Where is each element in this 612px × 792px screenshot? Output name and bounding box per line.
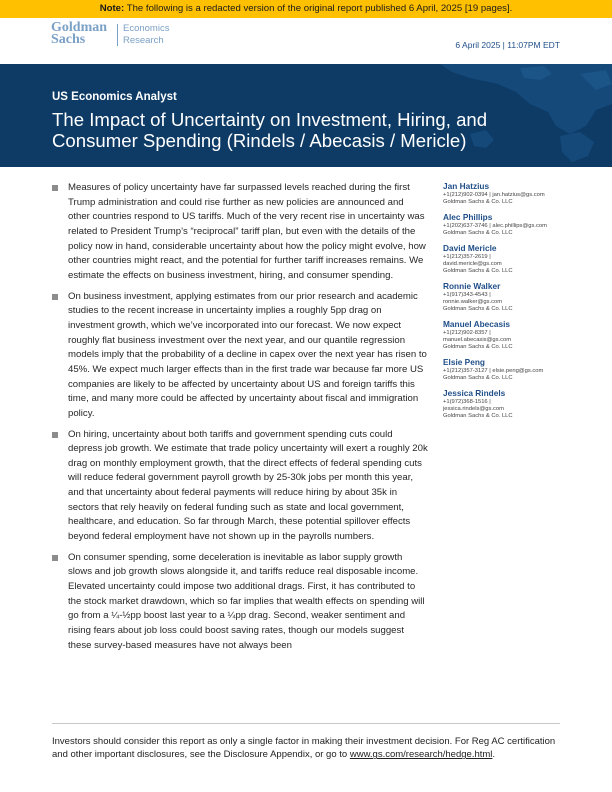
- author-entry: [443, 388, 593, 420]
- author-entry: [443, 212, 593, 237]
- author-entry: [443, 319, 593, 351]
- brand-line-2: Sachs: [51, 32, 86, 47]
- title-banner: [0, 64, 612, 167]
- author-firm: Goldman Sachs & Co. LLC: [443, 230, 513, 236]
- author-entry: [443, 281, 593, 313]
- summary-bullet-uncertainty: [52, 181, 428, 284]
- summary-bullet-consumer-spending: [52, 551, 428, 654]
- note-text: The following is a redacted version of the original report published 6 April, 2025 [19 pages].: [124, 3, 513, 14]
- author-email: david.mericle@gs.com: [443, 261, 502, 267]
- author-entry: [443, 357, 593, 382]
- author-email: ronnie.walker@gs.com: [443, 299, 503, 305]
- author-contact: +1(972)368-1516 |: [443, 399, 491, 405]
- bullet-text: On consumer spending, some deceleration is inevitable as labor supply growth slows and job growth slows alongside it, and tariffs reduce real disposable income. Elevated uncertainty could impose two additional drags. First, it has contributed to the stock market drawdown, which so far implies that wealth effects on spending will go from a ¼-½pp boost last year to a ¼pp drag. Second, weaker sentiment and rising fears about job loss could boost saving rates, though our models suggest these survey-based measures have not always been: [68, 551, 425, 651]
- disclosure-footer: [52, 735, 562, 762]
- summary-bullet-hiring: [52, 428, 428, 545]
- footer-text: Investors should consider this report as only a single factor in making their investment decision. For Reg AC certification and other important disclosures, see the Disclosure Appendix, or go to: [52, 736, 556, 761]
- author-name: Elsie Peng: [443, 357, 485, 367]
- author-name: Manuel Abecasis: [443, 319, 511, 329]
- author-contact: +1(212)902-8357 |: [443, 330, 491, 336]
- division-line-2: Research: [123, 35, 164, 46]
- note-label: Note:: [99, 3, 125, 14]
- redaction-note-bar: [0, 0, 612, 18]
- author-contact: +1(202)637-3746 | alec.phillips@gs.com: [443, 223, 547, 229]
- author-name: Ronnie Walker: [443, 281, 501, 291]
- author-firm: Goldman Sachs & Co. LLC: [443, 306, 513, 312]
- brand-wordmark: [51, 22, 115, 46]
- author-email: manuel.abecasis@gs.com: [443, 337, 512, 343]
- author-contact: +1(917)343-4543 |: [443, 292, 491, 298]
- author-contact: +1(212)902-0394 | jan.hatzius@gs.com: [443, 192, 545, 198]
- bullet-text: On hiring, uncertainty about both tariffs and government spending cuts could depress job growth. We estimate that trade policy uncertainty will exert a roughly 20k drag on monthly employment growth, that the direct effects of federal spending cuts will reduce federal government payroll growth by 25-30k jobs per month this year, and that uncertainty about federal payments will reduce hiring by about 35k in sectors that rely heavily on federal funding such as state and local government, healthcare, and education. So far through March, these potential spillover effects beyond federal employment have not shown up in the payrolls numbers.: [68, 428, 428, 543]
- author-contact: +1(212)357-3127 | elsie.peng@gs.com: [443, 368, 544, 374]
- report-date: 6 April 2025 | 11:07PM EDT: [455, 40, 560, 50]
- author-name: David Mericle: [443, 243, 497, 253]
- author-name: Alec Phillips: [443, 212, 493, 222]
- bullet-square-icon: [52, 555, 58, 561]
- brand-line-1: Goldman: [51, 20, 108, 35]
- bullet-square-icon: [52, 294, 58, 300]
- author-contact: +1(212)357-2619 |: [443, 254, 491, 260]
- division-name: [123, 23, 193, 47]
- bullet-text: On business investment, applying estimates from our prior research and academic studies to the recent increase in uncertainty implies a roughly 5pp drag on investment growth, which we’ve incorporated into our forecast. We now expect roughly flat business investment over the next year, and our quantile regression models imply that the probability of a decline in capex over the next year has risen to 45%. We expect much larger effects than in the first trade war because far more US companies are likely to be affected by uncertainty about US and foreign tariffs this time, and many more could be affected by uncertainty about fiscal and immigration policy.: [68, 290, 427, 419]
- series-name: US Economics Analyst: [52, 91, 177, 103]
- author-name: Jessica Rindels: [443, 388, 506, 398]
- logo-divider: [117, 24, 118, 46]
- bullet-text: Measures of policy uncertainty have far surpassed levels reached during the first Trump administration and could rise further as new policies are announced and other countries respond to US tariffs. Much of the very recent rise in uncertainty was related to President Trump’s “reciprocal” tariff plan, but even with the details of the policy now in hand, considerable uncertainty about how the policy might evolve, how other countries might react, and the potential for further tariff increases remains. We estimate the effects on business investment, hiring, and consumer spending.: [68, 182, 426, 281]
- summary-bullet-investment: [52, 290, 428, 422]
- author-entry: [443, 243, 593, 275]
- author-name: Jan Hatzius: [443, 181, 490, 191]
- bullet-square-icon: [52, 185, 58, 191]
- author-firm: Goldman Sachs & Co. LLC: [443, 268, 513, 274]
- author-firm: Goldman Sachs & Co. LLC: [443, 413, 513, 419]
- author-firm: Goldman Sachs & Co. LLC: [443, 375, 513, 381]
- division-line-1: Economics: [123, 23, 170, 34]
- bullet-square-icon: [52, 432, 58, 438]
- author-firm: Goldman Sachs & Co. LLC: [443, 199, 513, 205]
- author-entry: [443, 181, 593, 206]
- footer-end: .: [492, 749, 496, 761]
- footer-divider: [52, 723, 560, 724]
- report-title: The Impact of Uncertainty on Investment, Hiring, and Consumer Spending (Rindels / Abecasis / Mericle): [52, 109, 488, 151]
- author-firm: Goldman Sachs & Co. LLC: [443, 344, 513, 350]
- author-email: jessica.rindels@gs.com: [443, 406, 504, 412]
- author-sidebar: [443, 181, 593, 426]
- disclosure-link[interactable]: www.gs.com/research/hedge.html: [349, 749, 493, 761]
- summary-bullets: [52, 181, 428, 659]
